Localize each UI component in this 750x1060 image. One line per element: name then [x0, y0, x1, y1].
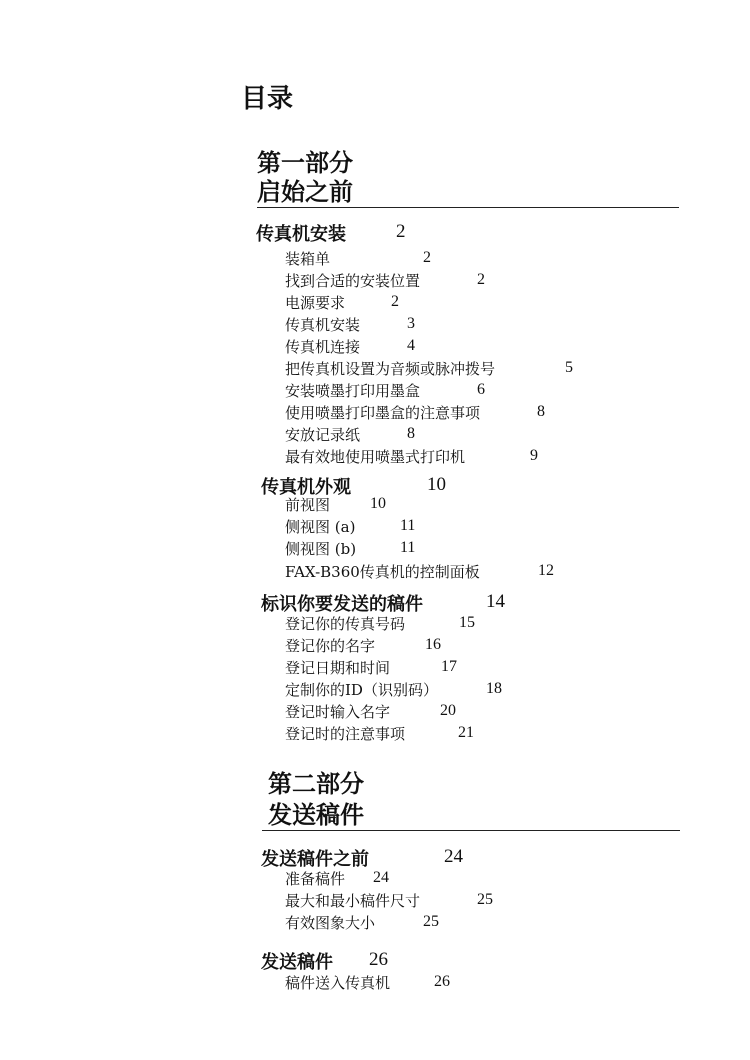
entry-page: 10	[370, 495, 386, 512]
toc-entry	[285, 402, 545, 423]
entry-text: 传真机安装	[285, 316, 361, 334]
entry-page: 6	[477, 381, 485, 398]
toc-entry	[285, 336, 415, 357]
entry-page: 20	[440, 702, 456, 719]
toc-entry	[285, 424, 415, 445]
part1-label: 第一部分	[257, 149, 353, 177]
entry-page: 4	[407, 337, 415, 354]
toc-entry	[285, 270, 485, 291]
entry-page: 21	[458, 724, 474, 741]
toc-entry	[285, 538, 416, 559]
part2-label: 第二部分	[268, 770, 364, 798]
entry-page: 8	[407, 425, 415, 442]
entry-text: 登记你的名字	[285, 637, 376, 655]
entry-page: 3	[407, 315, 415, 332]
section-title: 标识你要发送的稿件	[261, 594, 423, 615]
toc-entry	[285, 314, 415, 335]
toc-entry	[285, 723, 474, 744]
toc-entry	[285, 380, 485, 401]
toc-entry	[285, 701, 456, 722]
section-page: 24	[444, 846, 463, 867]
entry-page: 11	[400, 517, 416, 534]
toc-entry	[285, 890, 493, 911]
section-page: 14	[486, 591, 505, 612]
entry-text: 前视图	[285, 496, 331, 514]
entry-text: 安放记录纸	[285, 426, 361, 444]
section-heading	[256, 220, 406, 246]
toc-entry	[285, 868, 389, 889]
toc-entry	[285, 516, 416, 537]
toc-entry	[285, 358, 573, 379]
toc-entry	[285, 561, 554, 582]
entry-page: 17	[441, 658, 457, 675]
section-title: 传真机安装	[256, 224, 346, 245]
entry-page: 15	[459, 614, 475, 631]
entry-page: 5	[565, 359, 573, 376]
entry-text: FAX-B360传真机的控制面板	[285, 563, 480, 581]
entry-page: 8	[537, 403, 545, 420]
section-page: 26	[369, 949, 388, 970]
entry-text: 电源要求	[285, 294, 346, 312]
entry-page: 9	[530, 447, 538, 464]
entry-text: 使用喷墨打印墨盒的注意事项	[285, 404, 481, 422]
section-page: 2	[396, 221, 406, 242]
toc-entry	[285, 292, 399, 313]
entry-page: 16	[425, 636, 441, 653]
part2-title: 发送稿件	[268, 801, 364, 829]
entry-text: 登记你的传真号码	[285, 615, 406, 633]
section-title: 传真机外观	[261, 477, 351, 498]
toc-entry	[285, 446, 538, 467]
part1-title: 启始之前	[257, 178, 353, 206]
entry-page: 12	[538, 562, 554, 579]
entry-page: 18	[486, 680, 502, 697]
entry-text: 登记日期和时间	[285, 659, 391, 677]
entry-text: 安装喷墨打印用墨盒	[285, 382, 421, 400]
entry-text: 有效图象大小	[285, 914, 376, 932]
entry-page: 2	[391, 293, 399, 310]
entry-text: 侧视图 (b)	[285, 540, 357, 558]
toc-title: 目录	[241, 84, 294, 114]
section-heading	[261, 948, 388, 974]
entry-page: 25	[477, 891, 493, 908]
entry-text: 最有效地使用喷墨式打印机	[285, 448, 466, 466]
entry-text: 准备稿件	[285, 870, 346, 888]
entry-page: 11	[400, 539, 416, 556]
entry-page: 24	[373, 869, 389, 886]
part2-rule	[262, 830, 680, 831]
entry-page: 26	[434, 973, 450, 990]
entry-text: 把传真机设置为音频或脉冲拨号	[285, 360, 496, 378]
part1-rule	[257, 207, 679, 208]
entry-page: 2	[423, 249, 431, 266]
toc-entry	[285, 972, 450, 993]
entry-text: 装箱单	[285, 250, 331, 268]
entry-text: 最大和最小稿件尺寸	[285, 892, 421, 910]
section-title: 发送稿件	[261, 952, 333, 973]
entry-page: 25	[423, 913, 439, 930]
toc-entry	[285, 248, 431, 269]
section-page: 10	[427, 474, 446, 495]
entry-text: 定制你的ID（识别码）	[285, 681, 438, 699]
entry-page: 2	[477, 271, 485, 288]
entry-text: 稿件送入传真机	[285, 974, 391, 992]
toc-entry	[285, 494, 386, 515]
toc-entry	[285, 635, 441, 656]
entry-text: 传真机连接	[285, 338, 361, 356]
section-title: 发送稿件之前	[261, 849, 369, 870]
toc-entry	[285, 613, 475, 634]
toc-entry	[285, 912, 439, 933]
toc-entry	[285, 679, 502, 700]
entry-text: 侧视图 (a)	[285, 518, 356, 536]
entry-text: 登记时的注意事项	[285, 725, 406, 743]
entry-text: 登记时输入名字	[285, 703, 391, 721]
entry-text: 找到合适的安装位置	[285, 272, 421, 290]
toc-entry	[285, 657, 457, 678]
